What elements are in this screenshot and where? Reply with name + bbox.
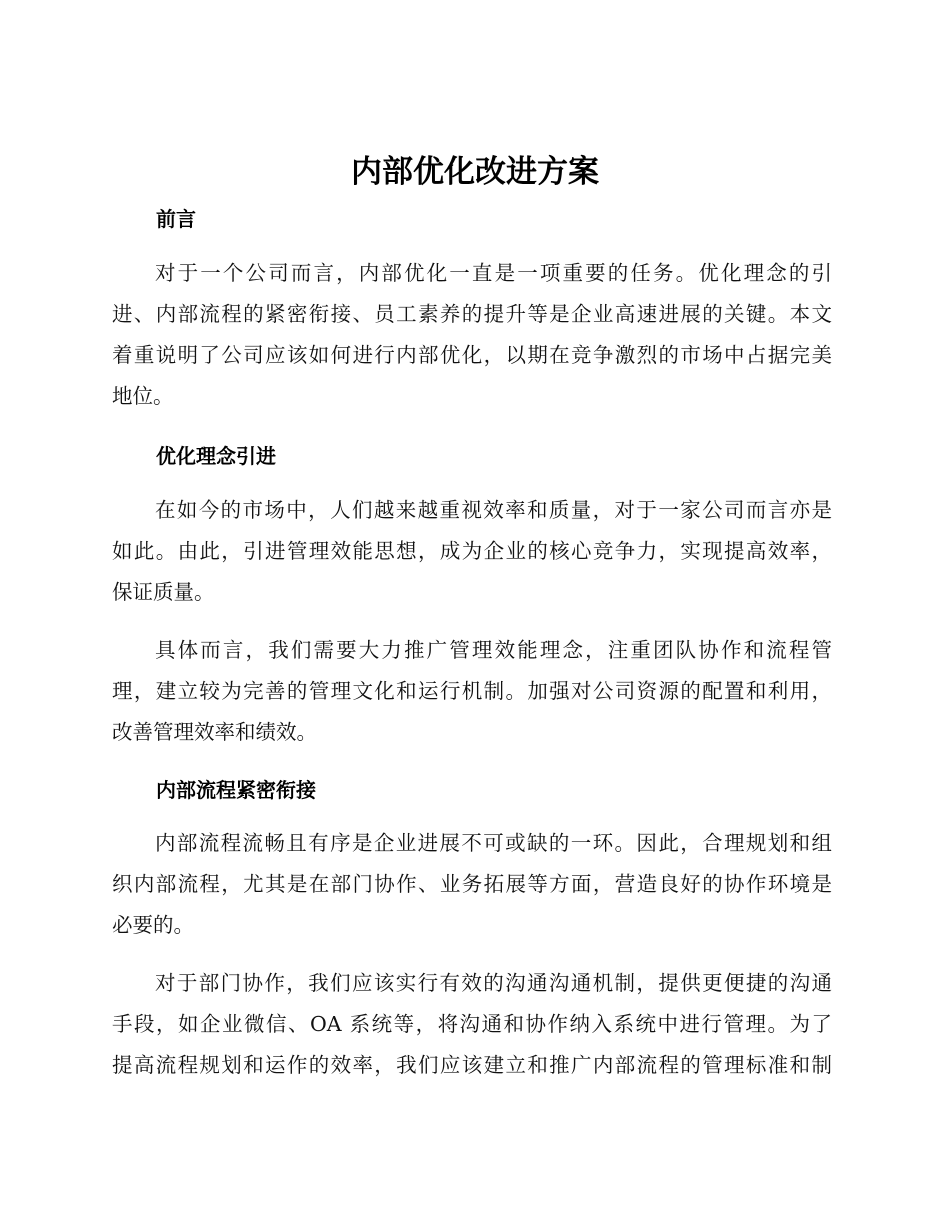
paragraph-concept-2 (112, 630, 832, 753)
text-line: 内部流程流畅且有序是企业进展不可或缺的一环。因此，合理规划和组 (155, 831, 832, 855)
text-line: 对于部门协作，我们应该实行有效的沟通沟通机制，提供更便捷的沟通 (155, 971, 832, 995)
text-line: 地位。 (112, 384, 174, 408)
paragraph-concept-1 (112, 490, 832, 613)
text-line: 对于一个公司而言，内部优化一直是一项重要的任务。优化理念的引 (155, 261, 832, 285)
section-heading-preface: 前言 (156, 207, 196, 231)
text-line: 改善管理效率和绩效。 (112, 720, 317, 744)
text-line: 提高流程规划和运作的效率，我们应该建立和推广内部流程的管理标准和制 (112, 1053, 832, 1077)
text-line: 着重说明了公司应该如何进行内部优化，以期在竞争激烈的市场中占据完美 (112, 343, 832, 367)
text-line: 理，建立较为完善的管理文化和运行机制。加强对公司资源的配置和利用， (112, 679, 832, 703)
paragraph-process-1 (112, 823, 832, 946)
text-line: 手段，如企业微信、OA 系统等，将沟通和协作纳入系统中进行管理。为了 (112, 1012, 832, 1036)
section-heading-process: 内部流程紧密衔接 (156, 778, 316, 802)
text-line: 在如今的市场中，人们越来越重视效率和质量，对于一家公司而言亦是 (155, 498, 832, 522)
document-title: 内部优化改进方案 (351, 154, 599, 190)
paragraph-preface-1 (112, 253, 832, 417)
text-line: 具体而言，我们需要大力推广管理效能理念，注重团队协作和流程管 (155, 638, 832, 662)
text-line: 保证质量。 (112, 580, 215, 604)
paragraph-process-2 (112, 963, 832, 1086)
text-line: 必要的。 (112, 913, 194, 937)
text-line: 进、内部流程的紧密衔接、员工素养的提升等是企业高速进展的关键。本文 (112, 302, 832, 326)
section-heading-concept: 优化理念引进 (156, 444, 276, 468)
text-line: 织内部流程，尤其是在部门协作、业务拓展等方面，营造良好的协作环境是 (112, 872, 832, 896)
text-line: 如此。由此，引进管理效能思想，成为企业的核心竞争力，实现提高效率， (112, 539, 832, 563)
